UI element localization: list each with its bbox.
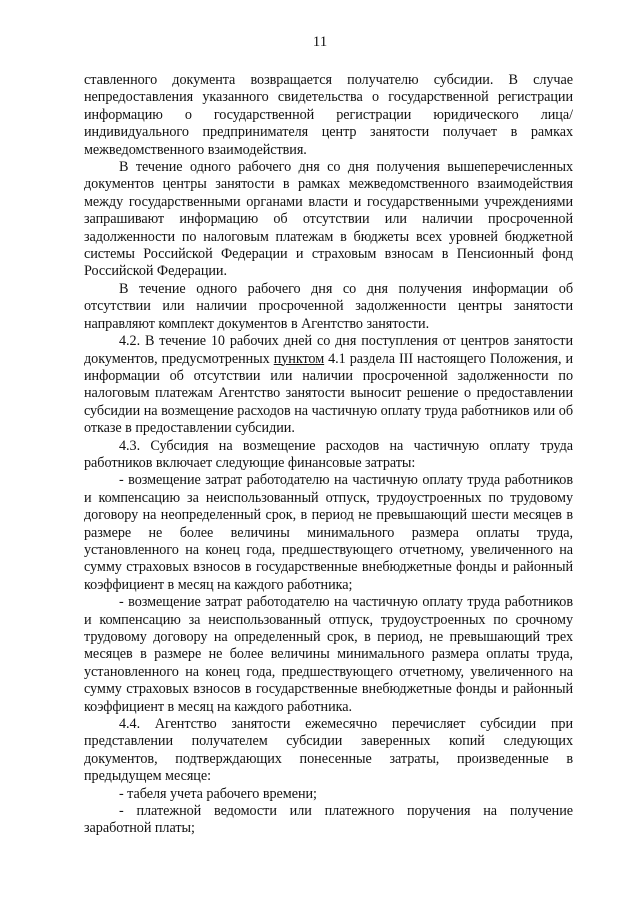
page-number: 11: [312, 34, 328, 50]
list-item-fixed-term-contract: - возмещение затрат работодателю на частичную оплату труда работников и компенсацию за неиспользованный отпуск, трудоустроенных по срочному трудовому договору на определенный срок, в период, не превышающий трех месяцев в размере не более величины минимального размера оплаты труда, установленного на конец года, предшествующего отчетному, увеличенного на сумму страховых взносов в государственные внебюджетные фонды и районный коэффициент в месяц на каждого работника.: [84, 594, 573, 715]
list-item-timesheet: - табеля учета рабочего времени;: [119, 785, 317, 802]
paragraph-4-2: [84, 333, 573, 437]
paragraph-send-documents: В течение одного рабочего дня со дня получения информации об отсутствии или наличии просроченной задолженности центры занятости направляют комплект документов в Агентство занятости.: [84, 280, 573, 332]
paragraph-4-2-end: 4.1 раздела III настоящего Положения, и информации об отсутствии или наличии просроченной задолженности по налоговым платежам Агентство занятости выносит решение о предоставлении субсидии на возмещение расходов на частичную оплату труда работников или об отказе в предоставлении субсидии.: [84, 350, 573, 437]
paragraph-4-4: 4.4. Агентство занятости ежемесячно перечисляет субсидии при представлении получателем субсидии заверенных копий следующих документов, подтверждающих понесенные затраты, произведенные в предыдущем месяце:: [84, 716, 573, 785]
paragraph-4-3: 4.3. Субсидия на возмещение расходов на частичную оплату труда работников включает следующие финансовые затраты:: [84, 437, 573, 471]
paragraph-4-2-link[interactable]: пунктом: [273, 350, 325, 367]
paragraph-4-2-start: 4.2. В течение 10 рабочих дней со дня поступления от центров занятости документов, предусмотренных: [84, 333, 573, 367]
list-item-permanent-contract: - возмещение затрат работодателю на частичную оплату труда работников и компенсацию за неиспользованный отпуск, трудоустроенных по трудовому договору на неопределенный срок, в период не превышающий шести месяцев в размере не более величины минимального размера оплаты труда, установленного на конец года, предшествующего отчетному, увеличенного на сумму страховых взносов в государственные внебюджетные фонды и районный коэффициент в месяц на каждого работника;: [84, 472, 573, 593]
paragraph-interagency-request: В течение одного рабочего дня со дня получения вышеперечисленных документов центры занятости в рамках межведомственного взаимодействия между государственными органами власти и государственными учреждениями запрашивают информацию об отсутствии или наличии просроченной задолженности по налоговым платежам в бюджеты всех уровней бюджетной системы Российской Федерации и страховым взносам в Пенсионный фонд Российской Федерации.: [84, 159, 573, 280]
document-body: [84, 72, 573, 838]
list-item-payroll: - платежной ведомости или платежного поручения на получение заработной платы;: [84, 803, 573, 837]
paragraph-continuation: ставленного документа возвращается получателю субсидии. В случае непредоставления указанного свидетельства о государственной регистрации информацию о государственной регистрации юридического лица/индивидуального предпринимателя центр занятости получает в рамках межведомственного взаимодействия.: [84, 72, 573, 158]
